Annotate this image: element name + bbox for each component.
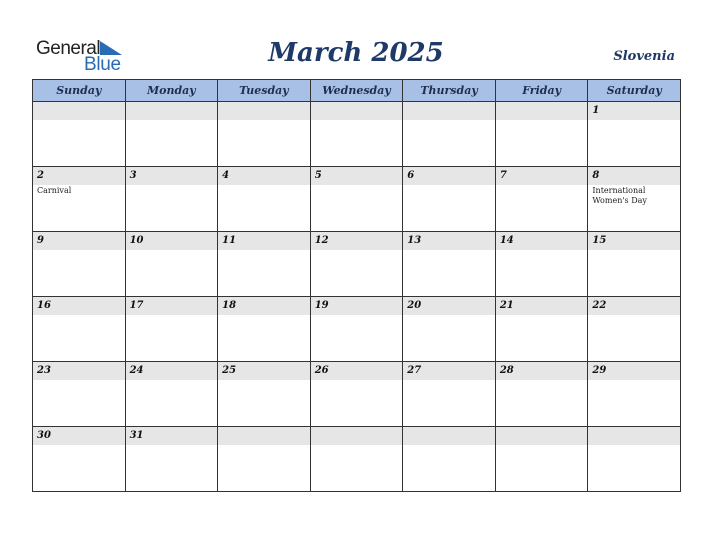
day-cell: [310, 297, 403, 362]
day-number-bar: [403, 362, 495, 380]
day-number-bar: [588, 232, 680, 250]
day-cell: [495, 297, 588, 362]
weekday-header-row: [33, 80, 681, 102]
day-cell: [33, 102, 126, 167]
day-cell: [310, 427, 403, 492]
day-cell: [403, 167, 496, 232]
country-name: Slovenia: [613, 49, 675, 64]
day-number: 31: [129, 430, 144, 441]
day-cell: [33, 232, 126, 297]
day-cell: [33, 427, 126, 492]
day-cell: [218, 297, 311, 362]
day-number: 14: [499, 235, 514, 246]
day-number: 3: [129, 170, 137, 181]
day-number-bar: [496, 167, 588, 185]
day-cell: [218, 362, 311, 427]
day-number-bar: [126, 427, 218, 445]
day-number-bar: [588, 167, 680, 185]
day-number: 1: [592, 105, 600, 116]
day-number: 19: [314, 300, 329, 311]
day-number-bar: [588, 102, 680, 120]
day-number: 21: [499, 300, 514, 311]
day-cell: [125, 297, 218, 362]
day-number-bar: [126, 167, 218, 185]
day-cell: [495, 167, 588, 232]
day-number: 2: [37, 170, 44, 181]
day-number-bar: [218, 297, 310, 315]
day-cell: [310, 102, 403, 167]
day-cell: [403, 232, 496, 297]
day-number: 22: [592, 300, 607, 311]
day-number: 30: [37, 430, 51, 441]
day-number-bar: [403, 167, 495, 185]
day-cell: [125, 232, 218, 297]
weekday-saturday: Saturday: [588, 80, 681, 102]
weekday-thursday: Thursday: [403, 80, 496, 102]
day-cell: [588, 297, 681, 362]
day-cell: [218, 232, 311, 297]
day-number-bar: [403, 297, 495, 315]
day-number-bar: [126, 297, 218, 315]
day-number: 10: [129, 235, 144, 246]
day-number: 28: [499, 365, 514, 376]
day-number-bar: [218, 362, 310, 380]
day-number-bar: [33, 427, 125, 445]
day-number: 27: [407, 365, 422, 376]
day-number: 24: [129, 365, 144, 376]
day-cell: [588, 232, 681, 297]
holiday-label: International Women's Day: [592, 186, 647, 205]
day-cell: [218, 167, 311, 232]
day-cell: [588, 167, 681, 232]
weekday-monday: Monday: [125, 80, 218, 102]
day-number: 4: [222, 170, 230, 181]
week-row: [33, 167, 681, 232]
day-number: 29: [592, 365, 607, 376]
day-cell: [588, 362, 681, 427]
holiday-label: Carnival: [37, 186, 72, 195]
day-cell: [403, 102, 496, 167]
day-cell: [403, 297, 496, 362]
week-row: [33, 297, 681, 362]
day-number-bar: [218, 232, 310, 250]
day-number-bar: [33, 232, 125, 250]
logo-text-general: General: [36, 38, 101, 59]
day-cell: [125, 102, 218, 167]
week-row: [33, 232, 681, 297]
day-number: 18: [222, 300, 237, 311]
day-number: 26: [314, 365, 329, 376]
day-number-bar: [496, 427, 588, 445]
day-number: 11: [222, 235, 237, 246]
weekday-friday: Friday: [495, 80, 588, 102]
day-cell: [588, 102, 681, 167]
day-cell: [495, 232, 588, 297]
day-number-bar: [403, 232, 495, 250]
day-number-bar: [496, 102, 588, 120]
day-number-bar: [33, 102, 125, 120]
day-number-bar: [588, 297, 680, 315]
week-row: [33, 102, 681, 167]
day-number-bar: [311, 362, 403, 380]
day-number: 15: [592, 235, 607, 246]
day-number-bar: [496, 362, 588, 380]
day-number-bar: [33, 362, 125, 380]
day-number-bar: [33, 297, 125, 315]
day-cell: [403, 362, 496, 427]
logo-text-blue: Blue: [84, 54, 121, 75]
day-number-bar: [311, 102, 403, 120]
calendar-title: March 2025: [268, 38, 444, 68]
day-number: 7: [499, 170, 507, 181]
day-cell: [125, 362, 218, 427]
day-number-bar: [403, 427, 495, 445]
day-number: 8: [592, 170, 600, 181]
day-cell: [33, 167, 126, 232]
week-row: [33, 427, 681, 492]
weekday-wednesday: Wednesday: [310, 80, 403, 102]
day-number-bar: [588, 427, 680, 445]
day-cell: [310, 167, 403, 232]
week-row: [33, 362, 681, 427]
day-number: 5: [314, 170, 322, 181]
day-number: 17: [129, 300, 144, 311]
weekday-tuesday: Tuesday: [218, 80, 311, 102]
day-cell: [33, 297, 126, 362]
day-cell: [495, 427, 588, 492]
day-number-bar: [126, 102, 218, 120]
day-number: 16: [37, 300, 51, 311]
day-number-bar: [311, 232, 403, 250]
day-number-bar: [126, 362, 218, 380]
weekday-sunday: Sunday: [33, 80, 126, 102]
day-number-bar: [403, 102, 495, 120]
day-number: 25: [222, 365, 237, 376]
day-number-bar: [311, 427, 403, 445]
day-number-bar: [126, 232, 218, 250]
day-cell: [33, 362, 126, 427]
day-number-bar: [33, 167, 125, 185]
day-cell: [588, 427, 681, 492]
day-cell: [495, 102, 588, 167]
day-cell: [495, 362, 588, 427]
day-number: 6: [407, 170, 415, 181]
day-number-bar: [496, 297, 588, 315]
day-number: 13: [407, 235, 422, 246]
day-cell: [310, 232, 403, 297]
day-number-bar: [311, 167, 403, 185]
day-number-bar: [311, 297, 403, 315]
day-number: 12: [314, 235, 329, 246]
day-cell: [403, 427, 496, 492]
day-number: 9: [37, 235, 44, 246]
day-number-bar: [588, 362, 680, 380]
calendar-grid: [32, 79, 681, 492]
day-cell: [125, 427, 218, 492]
day-number-bar: [218, 167, 310, 185]
day-cell: [218, 102, 311, 167]
day-number: 20: [407, 300, 422, 311]
day-number-bar: [496, 232, 588, 250]
day-number: 23: [37, 365, 51, 376]
day-cell: [218, 427, 311, 492]
day-cell: [310, 362, 403, 427]
day-cell: [125, 167, 218, 232]
day-number-bar: [218, 102, 310, 120]
day-number-bar: [218, 427, 310, 445]
